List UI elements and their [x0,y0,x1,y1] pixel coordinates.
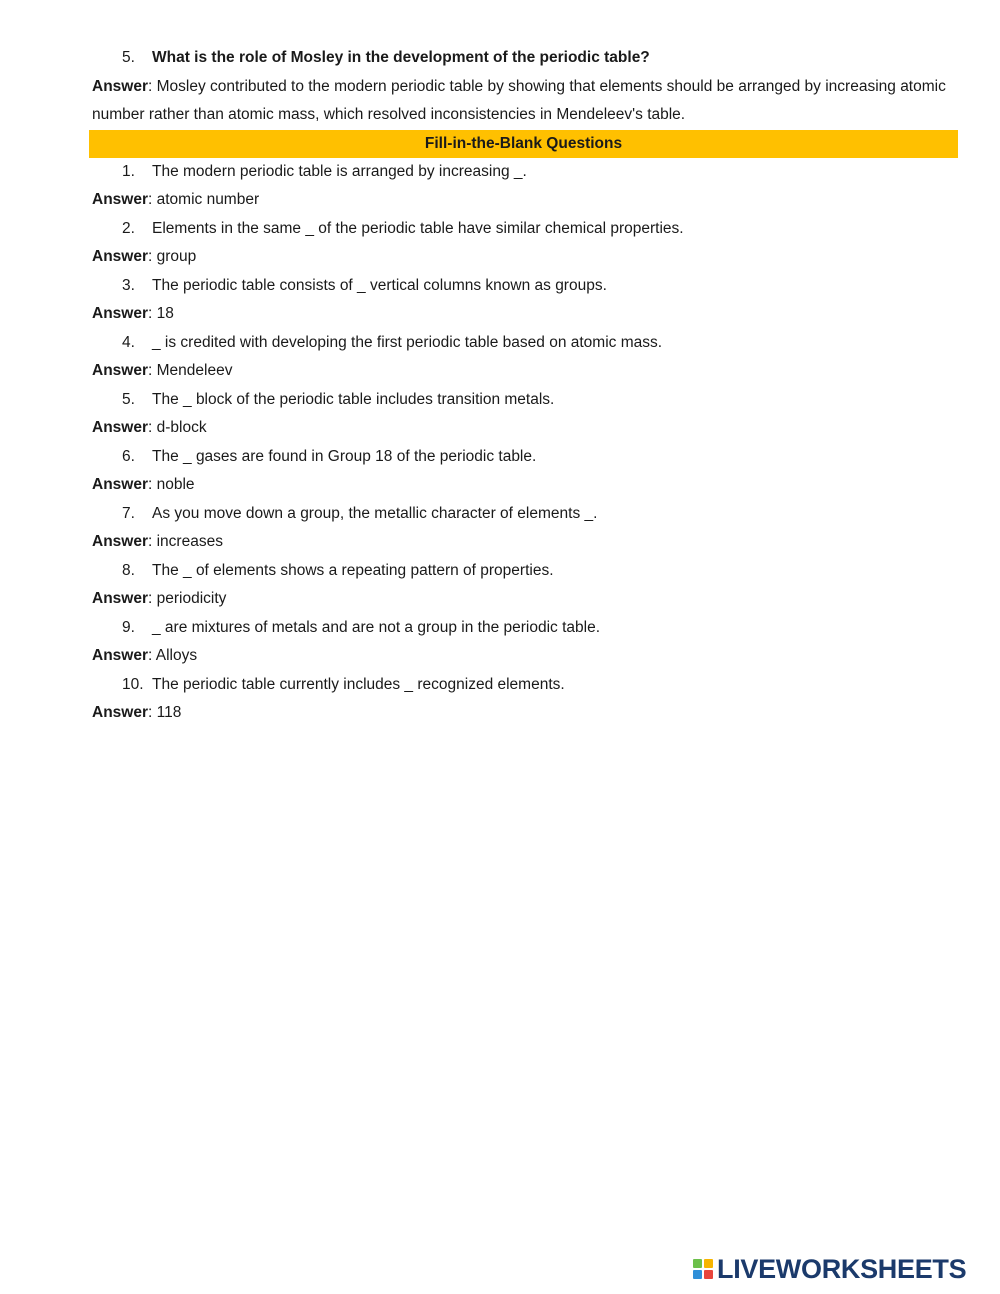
logo-text: LIVEWORKSHEETS [717,1253,967,1284]
answer-label: Answer [92,647,148,664]
liveworksheets-logo-icon [693,1259,713,1279]
logo-square [693,1259,702,1268]
answer-label: Answer [92,476,148,493]
question-item [92,215,957,244]
answer-text: : atomic number [148,191,260,208]
answer-text: : Mosley contributed to the modern periodic table by showing that elements should be arranged by increasing atomic number rather than atomic mass, which resolved inconsistencies in Mendeleev's table. [92,77,946,123]
question-item [92,443,957,472]
logo-square [704,1259,713,1268]
answer-text: : 118 [148,704,182,721]
question-item [92,557,957,586]
answer-text: : 18 [148,305,174,322]
question-item [92,329,957,358]
answer-line [92,357,957,386]
question-text: _ are mixtures of metals and are not a group in the periodic table. [152,618,601,636]
question-number: 8. [122,561,135,579]
question-item [92,272,957,301]
question-number: 5. [122,49,135,66]
answer-line [92,73,957,130]
answer-label: Answer [92,590,148,607]
answer-line [92,585,957,614]
question-number: 9. [122,618,135,636]
question-item [92,671,957,700]
logo-square [693,1270,702,1279]
answer-label: Answer [92,191,148,208]
answer-line [92,300,957,329]
question-number: 7. [122,504,135,522]
answer-label: Answer [92,419,148,436]
question-number: 10. [122,675,144,693]
question-text: _ is credited with developing the first periodic table based on atomic mass. [152,333,663,351]
answer-text: : Mendeleev [148,362,233,379]
question-text: The periodic table consists of _ vertical columns known as groups. [152,276,607,294]
question-number: 2. [122,219,135,237]
question-item [92,500,957,529]
question-number: 6. [122,447,135,465]
answer-line [92,471,957,500]
answer-label: Answer [92,77,148,95]
fill-in-list [92,158,957,728]
logo-square [704,1270,713,1279]
answer-text: : increases [148,533,223,550]
question-number: 1. [122,162,135,180]
answer-label: Answer [92,533,148,550]
question-text: Elements in the same _ of the periodic table have similar chemical properties. [152,219,684,237]
answer-line [92,243,957,272]
question-text: As you move down a group, the metallic character of elements _. [152,504,598,522]
answer-text: : Alloys [148,647,198,664]
question-text: The periodic table currently includes _ recognized elements. [152,675,565,693]
answer-text: : noble [148,476,195,493]
question-item [92,44,957,73]
question-item [92,386,957,415]
answer-line [92,528,957,557]
question-number: 3. [122,276,135,294]
answer-line [92,414,957,443]
question-text: The modern periodic table is arranged by increasing _. [152,162,527,180]
question-text: The _ block of the periodic table includes transition metals. [152,390,555,408]
answer-label: Answer [92,362,148,379]
section-header: Fill-in-the-Blank Questions [89,130,958,158]
question-text: The _ gases are found in Group 18 of the periodic table. [152,447,537,465]
answer-line [92,642,957,671]
answer-text: : periodicity [148,590,227,607]
answer-line [92,186,957,215]
question-text: What is the role of Mosley in the development of the periodic table? [152,49,650,66]
answer-label: Answer [92,248,148,265]
answer-label: Answer [92,704,148,721]
worksheet-page [92,44,957,728]
answer-text: : d-block [148,419,207,436]
question-number: 4. [122,333,135,351]
answer-line [92,699,957,728]
answer-text: : group [148,248,197,265]
question-item [92,614,957,643]
liveworksheets-logo [693,1254,966,1284]
question-number: 5. [122,390,135,408]
answer-label: Answer [92,305,148,322]
question-item [92,158,957,187]
question-text: The _ of elements shows a repeating pattern of properties. [152,561,554,579]
